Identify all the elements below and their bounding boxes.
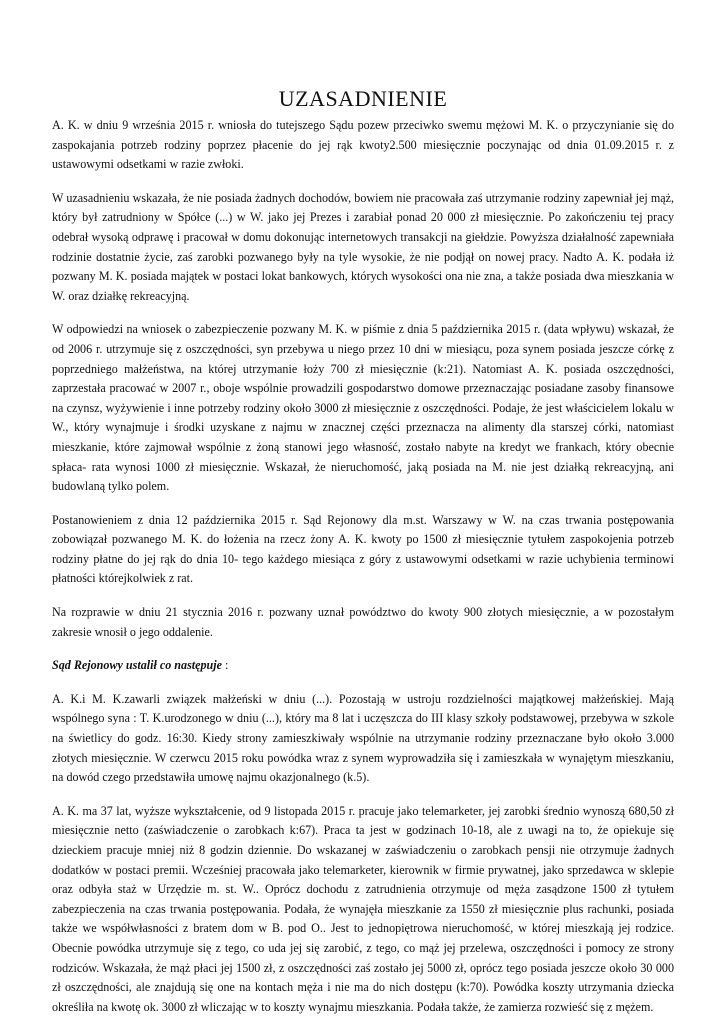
paragraph: W odpowiedzi na wniosek o zabezpieczenie pozwany M. K. w piśmie z dnia 5 października 2015 r. (data wpływu) wskazał, że od 2006 r. utrzymuje się z oszczędności, syn przebywa u niego przez 10 dni w miesiącu, poza synem posiada jeszcze córkę z poprzedniego małżeństwa, na której utrzymanie łoży 700 zł miesięcznie (k:21). Natomiast A. K. posiada oszczędności, zaprzestała pracować w 2007 r., oboje wspólnie prowadzili gospodarstwo domowe przeznaczając posiadane zasoby finansowe na czynsz, wyżywienie i inne potrzeby rodziny około 3000 zł miesięcznie z oszczędności. Podaje, że jest właścicielem lokalu w W., który wynajmuje i środki uzyskane z najmu w znacznej części przeznacza na alimenty dla starszej córki, natomiast mieszkanie, które zajmował wspólnie z żoną stanowi jego własność, zostało nabyte na kredyt we frankach, który obecnie spłaca- rata wynosi 1000 zł miesięcznie. Wskazał, że nieruchomość, jaką posiada na M. nie jest działką rekreacyjną, ani budowlaną tylko polem.	[52, 322, 674, 494]
paragraph: A. K.i M. K.zawarli związek małżeński w dniu (...). Pozostają w ustroju rozdzielności majątkowej małżeńskiej. Mają wspólnego syna : T. K.urodzonego w dniu (...), który ma 8 lat i uczęszcza do III klasy szkoły podstawowej, przebywa w szkole na świetlicy do godz. 16:30. Kiedy strony zamieszkiwały wspólnie na utrzymanie rodziny przeznaczane było około 3.000 złotych miesięcznie. W czerwcu 2015 roku powódka wraz z synem wyprowadziła się i zamieszkała w wynajętym mieszkaniu, na dowód czego przedstawiła umowę najmu okazjonalnego (k.5).	[52, 691, 674, 785]
section-heading: Sąd Rejonowy ustalił co następuje	[52, 658, 223, 673]
paragraph: Postanowieniem z dnia 12 października 2015 r. Sąd Rejonowy dla m.st. Warszawy w W. na czas trwania postępowania zobowiązał pozwanego M. K. do łożenia na rzecz żony A. K. kwoty po 1500 zł miesięcznie tytułem zaspokojenia potrzeb rodziny płatne do jej rąk do dnia 10- tego każdego miesiąca z góry z ustawowymi odsetkami w razie uchybienia terminowi płatności którejkolwiek z rat.	[52, 512, 674, 586]
document-title: UZASADNIENIE	[278, 86, 448, 111]
paragraph: A. K. ma 37 lat, wyższe wykształcenie, od 9 listopada 2015 r. pracuje jako telemarketer, jej zarobki średnio wynoszą 680,50 zł miesięcznie netto (zaświadczenie o zarobkach k:67). Praca ta jest w godzinach 10-18, ale z uwagi na to, że opiekuje się dzieckiem pracuje mniej niż 8 godzin dziennie. Do wskazanej w zaświadczeniu o zarobkach pensji nie otrzymuje żadnych dodatków w postaci premii. Wcześniej pracowała jako telemarketer, kierownik w firmie prywatnej, jako sprzedawca w sklepie oraz odbyła staż w Urzędzie m. st. W.. Oprócz dochodu z zatrudnienia otrzymuje od męża zasądzone 1500 zł tytułem zabezpieczenia na czas trwania postępowania. Podała, że wynajęła mieszkanie za 1550 zł miesięcznie plus rachunki, posiada także we współwłasności z bratem dom w B. pod O.. Jest to jednopiętrowa nieruchomość, w której mieszkają jej rodzice. Obecnie powódka utrzymuje się z tego, co uda jej się zarobić, z tego, co mąż jej przelewa, oszczędności i pomocy ze strony rodziców. Wskazała, że mąż płaci jej 1500 zł, z oszczędności zaś zostało jej 5000 zł, oprócz tego posiada jeszcze około 30 000 zł oszczędności, ale znajdują się one na kontach męża i nie ma do nich dostępu (k:70). Powódka koszty utrzymania dziecka określiła na kwotę ok. 3000 zł wliczając w to koszty wynajmu mieszkania. Podała także, że zamierza rozwieść się z mężem.	[52, 803, 674, 1014]
document-page	[52, 84, 674, 1031]
paragraph: A. K. w dniu 9 września 2015 r. wniosła do tutejszego Sądu pozew przeciwko swemu mężowi M. K. o przyczynianie się do zaspokajania potrzeb rodziny poprzez płacenie do jej rąk kwoty2.500 miesięcznie poczynając od dnia 01.09.2015 r. z ustawowymi odsetkami w razie zwłoki.	[52, 118, 674, 172]
section-heading-suffix: :	[222, 658, 229, 673]
paragraph: W uzasadnieniu wskazała, że nie posiada żadnych dochodów, bowiem nie pracowała zaś utrzymanie rodziny zapewniał jej mąż, który był zatrudniony w Spółce (...) w W. jako jej Prezes i zarabiał ponad 20 000 zł miesięcznie. Po zakończeniu tej pracy odebrał wysoką odprawę i pracował w domu dokonując internetowych transakcji na giełdzie. Powyższa działalność zapewniała rodzinie dostatnie życie, zaś zarobki pozwanego były na tyle wysokie, że nie podjął on nowej pracy. Nadto A. K. podała iż pozwany M. K. posiada majątek w postaci lokat bankowych, których wysokości ona nie zna, a także posiada dwa mieszkania w W. oraz działkę rekreacyjną.	[52, 190, 674, 303]
paragraph: Na rozprawie w dniu 21 stycznia 2016 r. pozwany uznał powództwo do kwoty 900 złotych miesięcznie, a w pozostałym zakresie wnosił o jego oddalenie.	[52, 605, 674, 639]
section-heading-line	[52, 656, 674, 676]
